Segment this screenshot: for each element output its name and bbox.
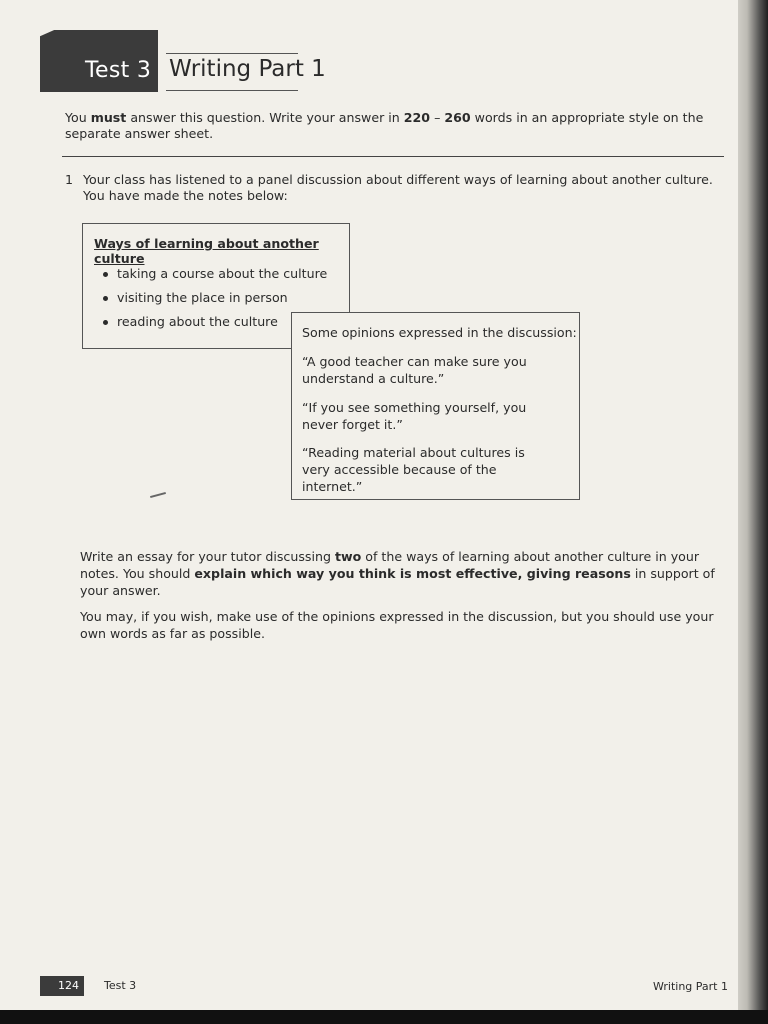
opinions-box (291, 312, 580, 500)
question-number: 1 (65, 172, 74, 187)
task-text-c: in support of your answer. (80, 566, 715, 598)
list-item: reading about the culture (103, 310, 327, 334)
instruction-pre: You (65, 110, 91, 125)
instruction-must: must (90, 110, 127, 125)
divider (62, 156, 724, 157)
instruction-words-from: 220 (403, 110, 431, 125)
task-paragraph (80, 548, 725, 599)
opinions-heading: Some opinions expressed in the discussion: (302, 325, 577, 340)
task-text-a: Write an essay for your tutor discussing (80, 549, 335, 564)
instruction-mid: answer this question. Write your answer in (126, 110, 404, 125)
list-item: visiting the place in person (103, 286, 327, 310)
scan-mark (150, 492, 166, 498)
task-explain: explain which way you think is most effective, giving reasons (194, 566, 631, 581)
question-text: Your class has listened to a panel discussion about different ways of learning about another culture. You have made the notes below: (83, 172, 713, 203)
footer-right-label: Writing Part 1 (653, 980, 728, 993)
footer-left-label: Test 3 (104, 979, 137, 992)
task-two: two (334, 549, 362, 564)
notes-title: Ways of learning about another culture (94, 236, 319, 266)
opinion-quote: “Reading material about cultures is very accessible because of the internet.” (302, 445, 525, 494)
part-title: Writing Part 1 (169, 56, 326, 82)
list-item: taking a course about the culture (103, 262, 327, 286)
title-rule-top (166, 53, 298, 54)
opinion-quote: “A good teacher can make sure you understand a culture.” (302, 354, 527, 386)
instruction-dash: – (430, 110, 445, 125)
instruction-post: words in an appropriate style on the separate answer sheet. (65, 110, 704, 141)
page-bottom-edge (0, 1010, 768, 1024)
instruction (65, 110, 725, 142)
instruction-words-to: 260 (444, 110, 471, 125)
task-paragraph-2: You may, if you wish, make use of the opinions expressed in the discussion, but you should use your own words as far as possible. (80, 609, 714, 641)
book-spine (738, 0, 768, 1024)
title-rule-bottom (166, 90, 298, 91)
test-label: Test 3 (85, 58, 152, 83)
page-number: 124 (58, 979, 79, 992)
opinion-quote: “If you see something yourself, you never forget it.” (302, 400, 527, 432)
task-text-b: of the ways of learning about another culture in your notes. You should (80, 549, 700, 581)
